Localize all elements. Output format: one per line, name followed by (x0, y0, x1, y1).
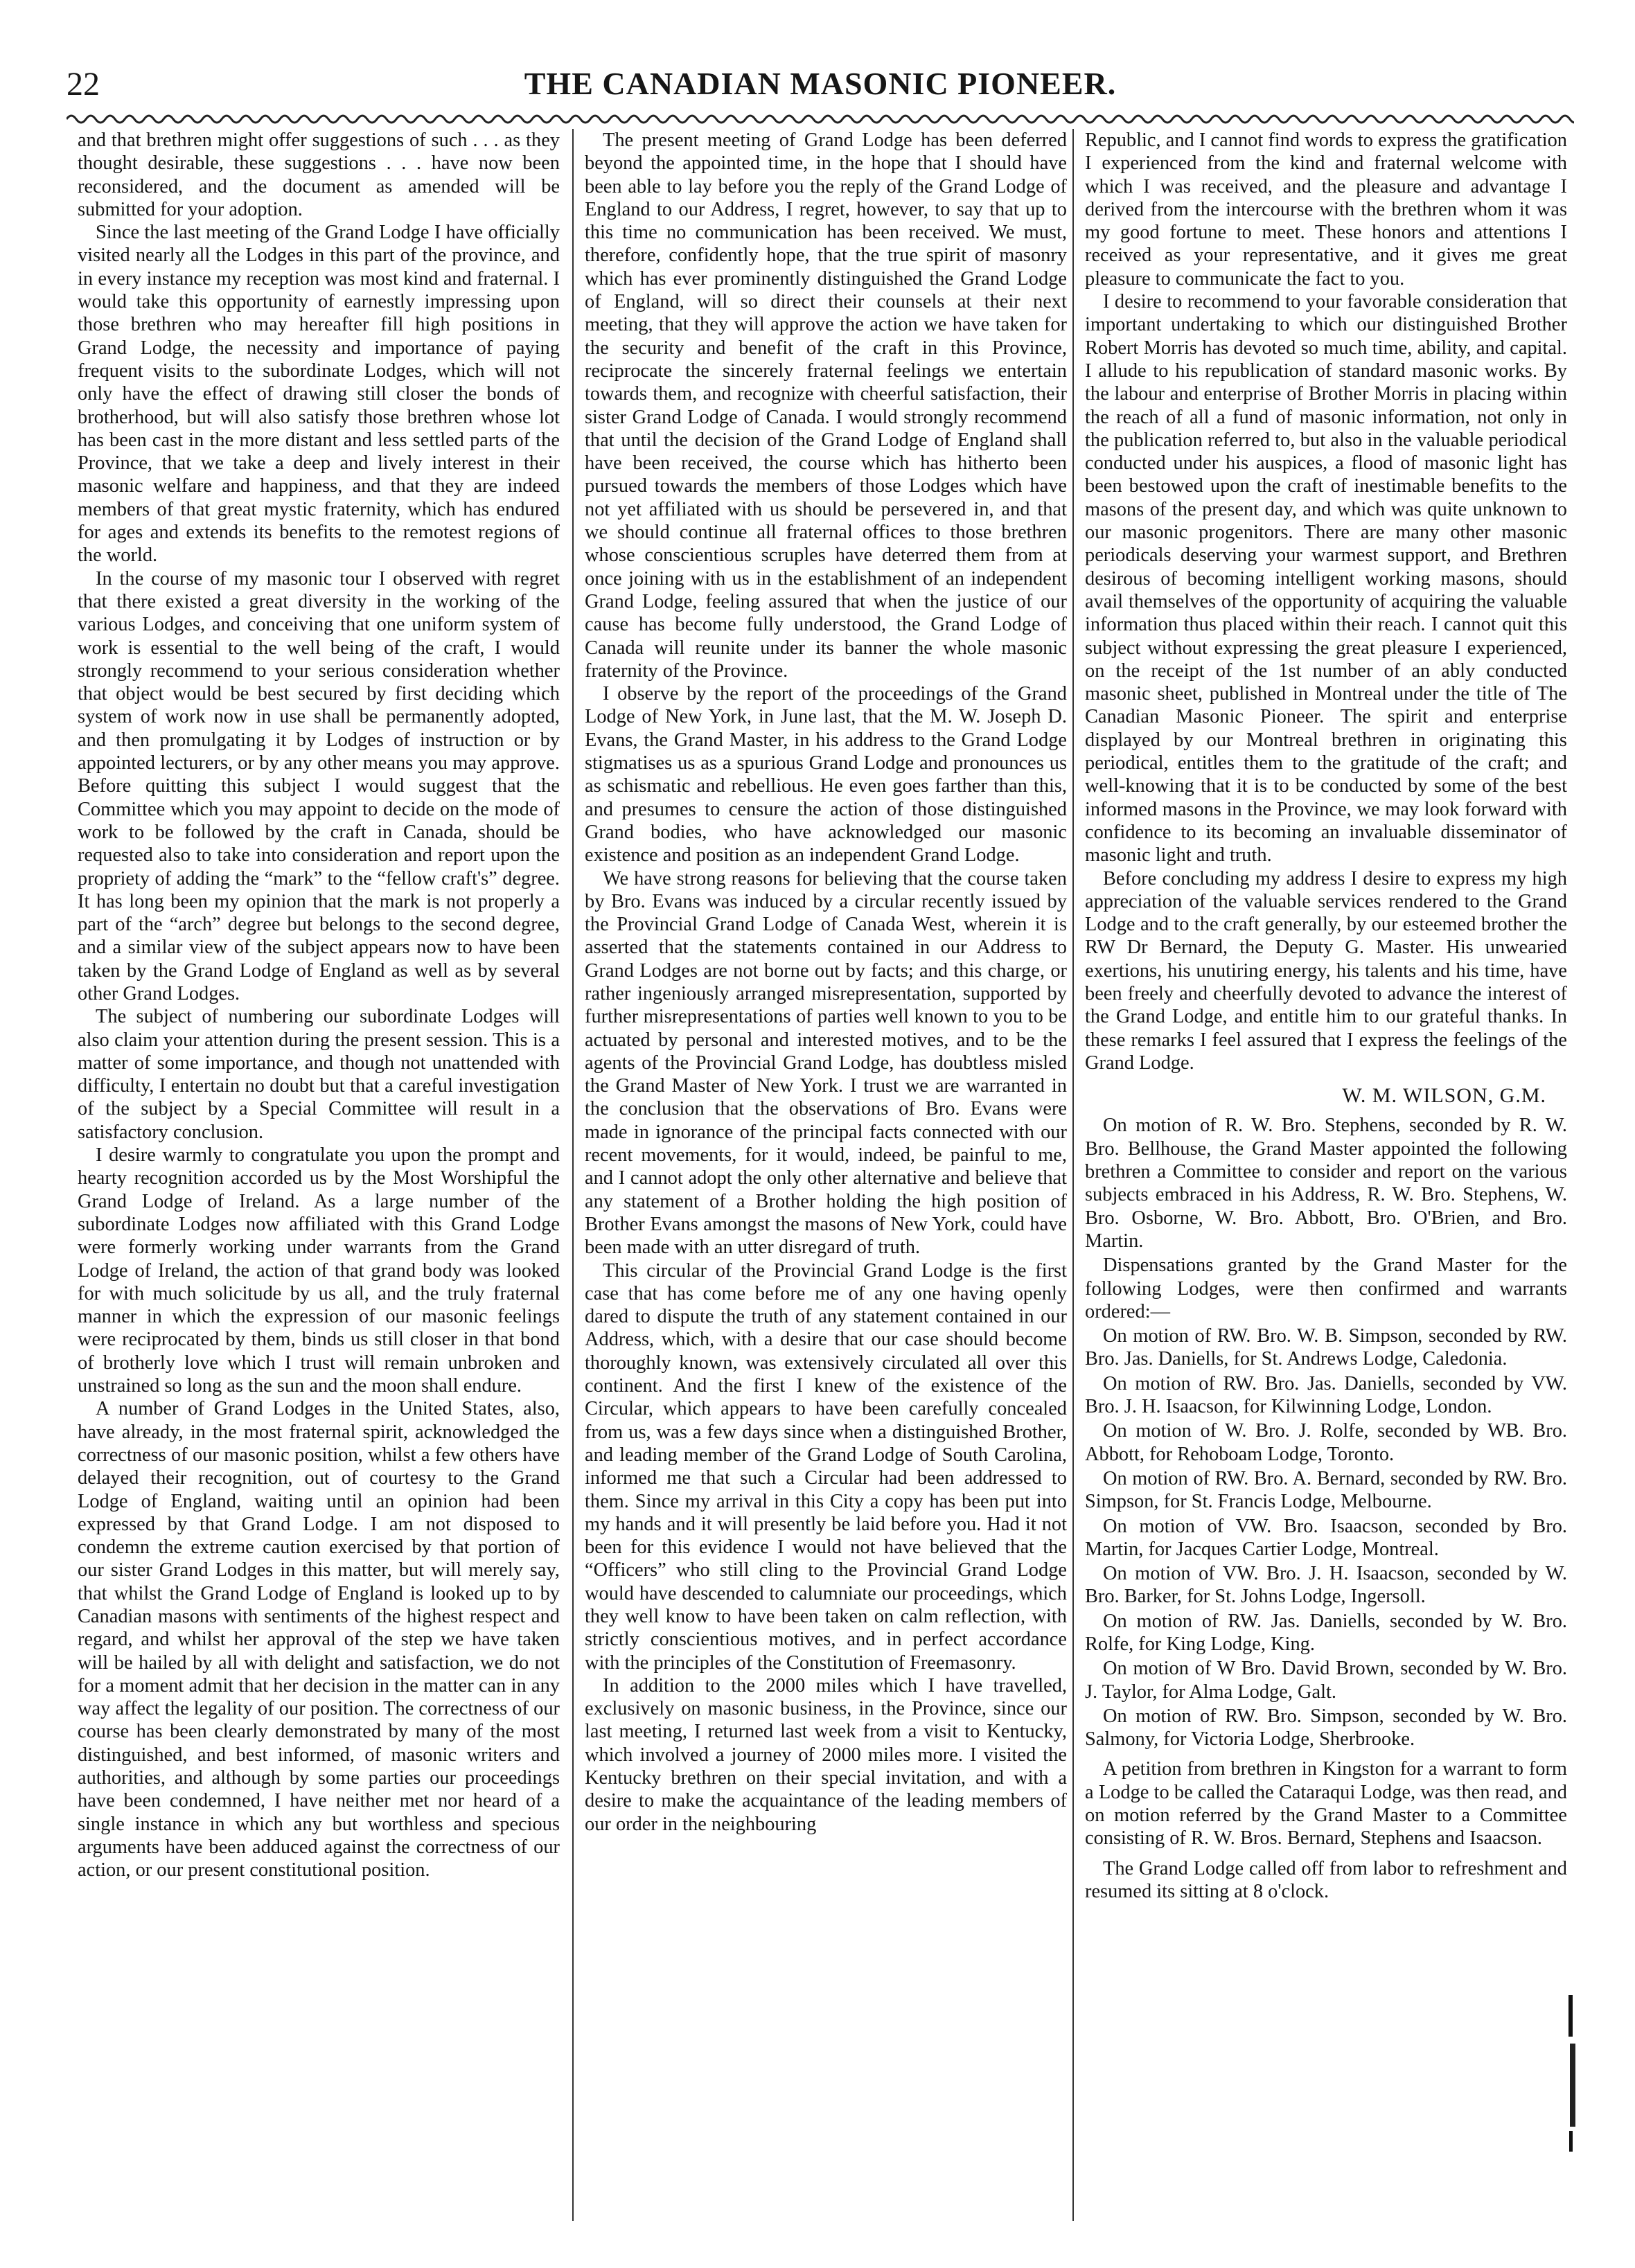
paragraph: Since the last meeting of the Grand Lodge I have officially visited nearly all the Lodges in this part of the province, and in every instance my reception was most kind and fraternal. I would take this opportunity of earnestly impressing upon those brethren who may hereafter fill high positions in Grand Lodge, the necessity and importance of paying frequent visits to the subordinate Lodges, which will not only have the effect of drawing still closer the bonds of brotherhood, but will also satisfy those brethren whose lot has been cast in the more distant and less settled parts of the Province, that we take a deep and lively interest in their masonic welfare and happiness, and that they are indeed members of that great mystic fraternity, which has endured for ages and extends its benefits to the remotest regions of the world. (78, 222, 560, 567)
column-rule (1072, 129, 1074, 2221)
paragraph: I desire warmly to congratulate you upon the prompt and hearty recognition accorded us by the Most Worshipful the Grand Lodge of Ireland. As a large number of the subordinate Lodges now affiliated with this Grand Lodge were formerly working under warrants from the Grand Lodge of Ireland, the action of that grand body was looked for with much solicitude by us all, and the truly fraternal manner in which the expression of our masonic feelings were reciprocated by them, binds us still closer in that bond of brotherly love which I trust will remain unbroken and unstrained so long as the sun and the moon shall endure. (78, 1144, 560, 1397)
motion-paragraph: On motion of RW. Jas. Daniells, seconded by W. Bro. Rolfe, for King Lodge, King. (1085, 1610, 1567, 1655)
paragraph: In addition to the 2000 miles which I have travelled, exclusively on masonic business, in the Province, since our last meeting, I returned last week from a visit to Kentucky, which involved a journey of 2000 miles more. I visited the Kentucky brethren on their special invitation, and with a desire to make the acquaintance of the leading members of our order in the neighbouring (585, 1674, 1067, 1835)
motion-paragraph: A petition from brethren in Kingston for a warrant to form a Lodge to be called the Cataraqui Lodge, was then read, and on motion referred by the Grand Master to a Committee consisting of R. W. Bros. Bernard, Stephens and Isaacson. (1085, 1758, 1567, 1850)
binding-edge-mark (1567, 1995, 1578, 2154)
motion-paragraph: On motion of VW. Bro. J. H. Isaacson, seconded by W. Bro. Barker, for St. Johns Lodge, Ingersoll. (1085, 1563, 1567, 1608)
page-number: 22 (67, 66, 100, 103)
paragraph: The subject of numbering our subordinate Lodges will also claim your attention during the present session. This is a matter of some importance, and though not unattended with difficulty, I entertain no doubt but that a careful investigation of the subject by a Special Committee will result in a satisfactory conclusion. (78, 1006, 560, 1143)
text-column-1 (78, 129, 560, 2221)
continued-paragraph: Republic, and I cannot find words to express the gratification I experienced from the kind and fraternal welcome with which I was received, and the pleasure and advantage I derived from the intercourse with the brethren whom it was my good fortune to meet. These honors and attentions I received as your representative, and it gives me great pleasure to communicate the fact to you. (1085, 130, 1567, 290)
motion-paragraph: On motion of RW. Bro. Jas. Daniells, seconded by VW. Bro. J. H. Isaacson, for Kilwinning Lodge, London. (1085, 1372, 1567, 1418)
column-rule (572, 129, 574, 2221)
paragraph: Before concluding my address I desire to express my high appreciation of the valuable services rendered to the Grand Lodge and to the craft generally, by our esteemed brother the RW Dr Bernard, the Deputy G. Master. His unwearied exertions, his unutiring energy, his talents and his time, have been freely and cheerfully devoted to advance the interest of the Grand Lodge, and entitle him to our grateful thanks. In these remarks I feel assured that I express the feelings of the Grand Lodge. (1085, 867, 1567, 1074)
running-title: THE CANADIAN MASONIC PIONEER. (524, 66, 1117, 101)
paragraph: A number of Grand Lodges in the United States, also, have already, in the most fraternal spirit, acknowledged the correctness of our masonic position, whilst a few others have delayed their recognition, out of courtesy to the Grand Lodge of England, waiting until an opinion had been expressed by that Grand Lodge. I am not disposed to condemn the extreme caution exercised by that portion of our sister Grand Lodges in this matter, but will merely say, that whilst the Grand Lodge of England is looked up to by Canadian masons with sentiments of the highest respect and regard, and whilst her approval of the step we have taken will be hailed by all with delight and satisfaction, we do not for a moment admit that her decision in the matter can in any way affect the legality of our position. The correctness of our course has been clearly demonstrated by many of the most distinguished, and best informed, of masonic writers and authorities, and although by some parties our proceedings have been condemned, I have neither met nor heard of a single instance in which any but worthless and specious arguments have been adduced against the correctness of our action, or our present constitutional position. (78, 1398, 560, 1881)
motion-paragraph: On motion of W Bro. David Brown, seconded by W. Bro. J. Taylor, for Alma Lodge, Galt. (1085, 1658, 1567, 1703)
page-header (67, 61, 1574, 109)
text-column-3 (1085, 129, 1567, 2221)
motion-paragraph: On motion of W. Bro. J. Rolfe, seconded by WB. Bro. Abbott, for Rehoboam Lodge, Toronto. (1085, 1420, 1567, 1465)
wavy-rule (67, 111, 1574, 127)
paragraph: I desire to recommend to your favorable consideration that important undertaking to which our distinguished Brother Robert Morris has devoted so much time, ability, and capital. I allude to his republication of standard masonic works. By the labour and enterprise of Brother Morris in placing within the reach of all a fund of masonic information, not only in the publication referred to, but also in the valuable periodical conducted under his auspices, a flood of masonic light has been bestowed upon the craft of inestimable benefits to the masons of the present day, and which was quite unknown to our masonic progenitors. There are many other masonic periodicals deserving your warmest support, and Brethren desirous of becoming intelligent working masons, should avail themselves of the opportunity of acquiring the valuable information thus placed within their reach. I cannot quit this subject without expressing the great pleasure I experienced, on the receipt of the 1st number of an ably conducted masonic sheet, published in Montreal under the title of The Canadian Masonic Pioneer. The spirit and enterprise displayed by our Montreal brethren in originating this periodical, entitles them to the gratitude of the craft; and well-knowing that it is to be conducted by some of the best informed masons in the Province, we may look forward with confidence to its becoming an invaluable disseminator of masonic light and truth. (1085, 291, 1567, 867)
motion-paragraph: On motion of R. W. Bro. Stephens, seconded by R. W. Bro. Bellhouse, the Grand Master appointed the following brethren a Committee to consider and report on the various subjects embraced in his Address, R. W. Bro. Stephens, W. Bro. Osborne, W. Bro. Abbott, Bro. O'Brien, and Bro. Martin. (1085, 1115, 1567, 1252)
motion-paragraph: On motion of RW. Bro. W. B. Simpson, seconded by RW. Bro. Jas. Daniells, for St. Andrews Lodge, Caledonia. (1085, 1325, 1567, 1370)
motion-paragraph: The Grand Lodge called off from labor to refreshment and resumed its sitting at 8 o'clock. (1085, 1857, 1567, 1902)
paragraph: We have strong reasons for believing that the course taken by Bro. Evans was induced by a circular recently issued by the Provincial Grand Lodge of Canada West, wherein it is asserted that the statements contained in our Address to Grand Lodges are not borne out by facts; and this charge, or rather ingeniously arranged misrepresentation, supported by further misrepresentations of parties well known to you to be actuated by personal and interested motives, and to be the agents of the Provincial Grand Lodge, has doubtless misled the Grand Master of New York. I trust we are warranted in the conclusion that the observations of Bro. Evans were made in ignorance of the principal facts connected with our recent movements, for it would, indeed, be painful to me, and I cannot adopt the only other alternative and believe that any statement of a Brother holding the high position of Brother Evans amongst the masons of New York, could have been made with an utter disregard of truth. (585, 867, 1067, 1259)
paragraph: This circular of the Provincial Grand Lodge is the first case that has come before me of any one having openly dared to dispute the truth of any statement contained in our Address, which, with a desire that our case should become thoroughly known, was extensively circulated all over this continent. And the first I knew of the existence of the Circular, which appears to have been carefully concealed from us, was a few days since when a distinguished Brother, and leading member of the Grand Lodge of South Carolina, informed me that such a Circular had been addressed to them. Since my arrival in this City a copy has been put into my hands and it will presently be laid before you. Had it not been for this evidence I would not have believed that the “Officers” who still cling to the Provincial Grand Lodge would have descended to calumniate our proceedings, which they well know to have been taken on calm reflection, with strictly conscientious motives, and in perfect accordance with the principles of the Constitution of Freemasonry. (585, 1259, 1067, 1674)
motion-paragraph: On motion of RW. Bro. Simpson, seconded by W. Bro. Salmony, for Victoria Lodge, Sherbrooke. (1085, 1705, 1567, 1751)
motion-paragraph: On motion of VW. Bro. Isaacson, seconded by Bro. Martin, for Jacques Cartier Lodge, Montreal. (1085, 1515, 1567, 1560)
paragraph: In the course of my masonic tour I observed with regret that there existed a great diversity in the working of the various Lodges, and conceiving that one uniform system of work is essential to the well being of the craft, I would strongly recommend to your serious consideration whether that object would be best secured by first deciding which system of work now in use shall be permanently adopted, and then promulgating it by Lodges of instruction or by appointed lecturers, or by any other means you may approve. Before quitting this subject I would suggest that the Committee which you may appoint to decide on the mode of work to be followed by the craft in Canada, should be requested also to take into consideration and report upon the propriety of adding the “mark” to the “fellow craft's” degree. It has long been my opinion that the mark is not properly a part of the “arch” degree but belongs to the second degree, and a similar view of the subject appears now to have been taken by the Grand Lodge of England as well as by several other Grand Lodges. (78, 567, 560, 1004)
continued-paragraph: and that brethren might offer suggestions of such . . . as they thought desirable, these suggestions . . . have now been reconsidered, and the document as amended will be submitted for your adoption. (78, 130, 560, 220)
motion-paragraph: Dispensations granted by the Grand Master for the following Lodges, were then confirmed and warrants ordered:— (1085, 1255, 1567, 1322)
paragraph: The present meeting of Grand Lodge has been deferred beyond the appointed time, in the hope that I should have been able to lay before you the reply of the Grand Lodge of England to our Address, I regret, however, to say that up to this time no communication has been received. We must, therefore, confidently hope, that the true spirit of masonry which has ever prominently distinguished the Grand Lodge of England, will so direct their counsels at their next meeting, that they will approve the action we have taken for the security and benefit of the craft in this Province, reciprocate the sincerely fraternal feelings we entertain towards them, and recognize with cheerful satisfaction, their sister Grand Lodge of Canada. I would strongly recommend that until the decision of the Grand Lodge of England shall have been received, the course which has hitherto been pursued towards the members of those Lodges which have not yet affiliated with us should be persevered in, and that we should continue all fraternal offices to those brethren whose conscientious scruples have deterred them from at once joining with us in the establishment of an independent Grand Lodge, feeling assured that when the justice of our cause has become fully understood, the Grand Lodge of Canada will reunite under its banner the whole masonic fraternity of the Province. (585, 130, 1067, 682)
paragraph: I observe by the report of the proceedings of the Grand Lodge of New York, in June last, that the M. W. Joseph D. Evans, the Grand Master, in his address to the Grand Lodge stigmatises us as a spurious Grand Lodge and pronounces us as schismatic and rebellious. He even goes farther than this, and presumes to censure the action of those distinguished Grand bodies, who have acknowledged our masonic existence and position as an independent Grand Lodge. (585, 683, 1067, 867)
signature: W. M. WILSON, G.M. (1342, 1084, 1546, 1108)
motion-paragraph: On motion of RW. Bro. A. Bernard, seconded by RW. Bro. Simpson, for St. Francis Lodge, Melbourne. (1085, 1467, 1567, 1513)
text-column-2 (585, 129, 1067, 2221)
